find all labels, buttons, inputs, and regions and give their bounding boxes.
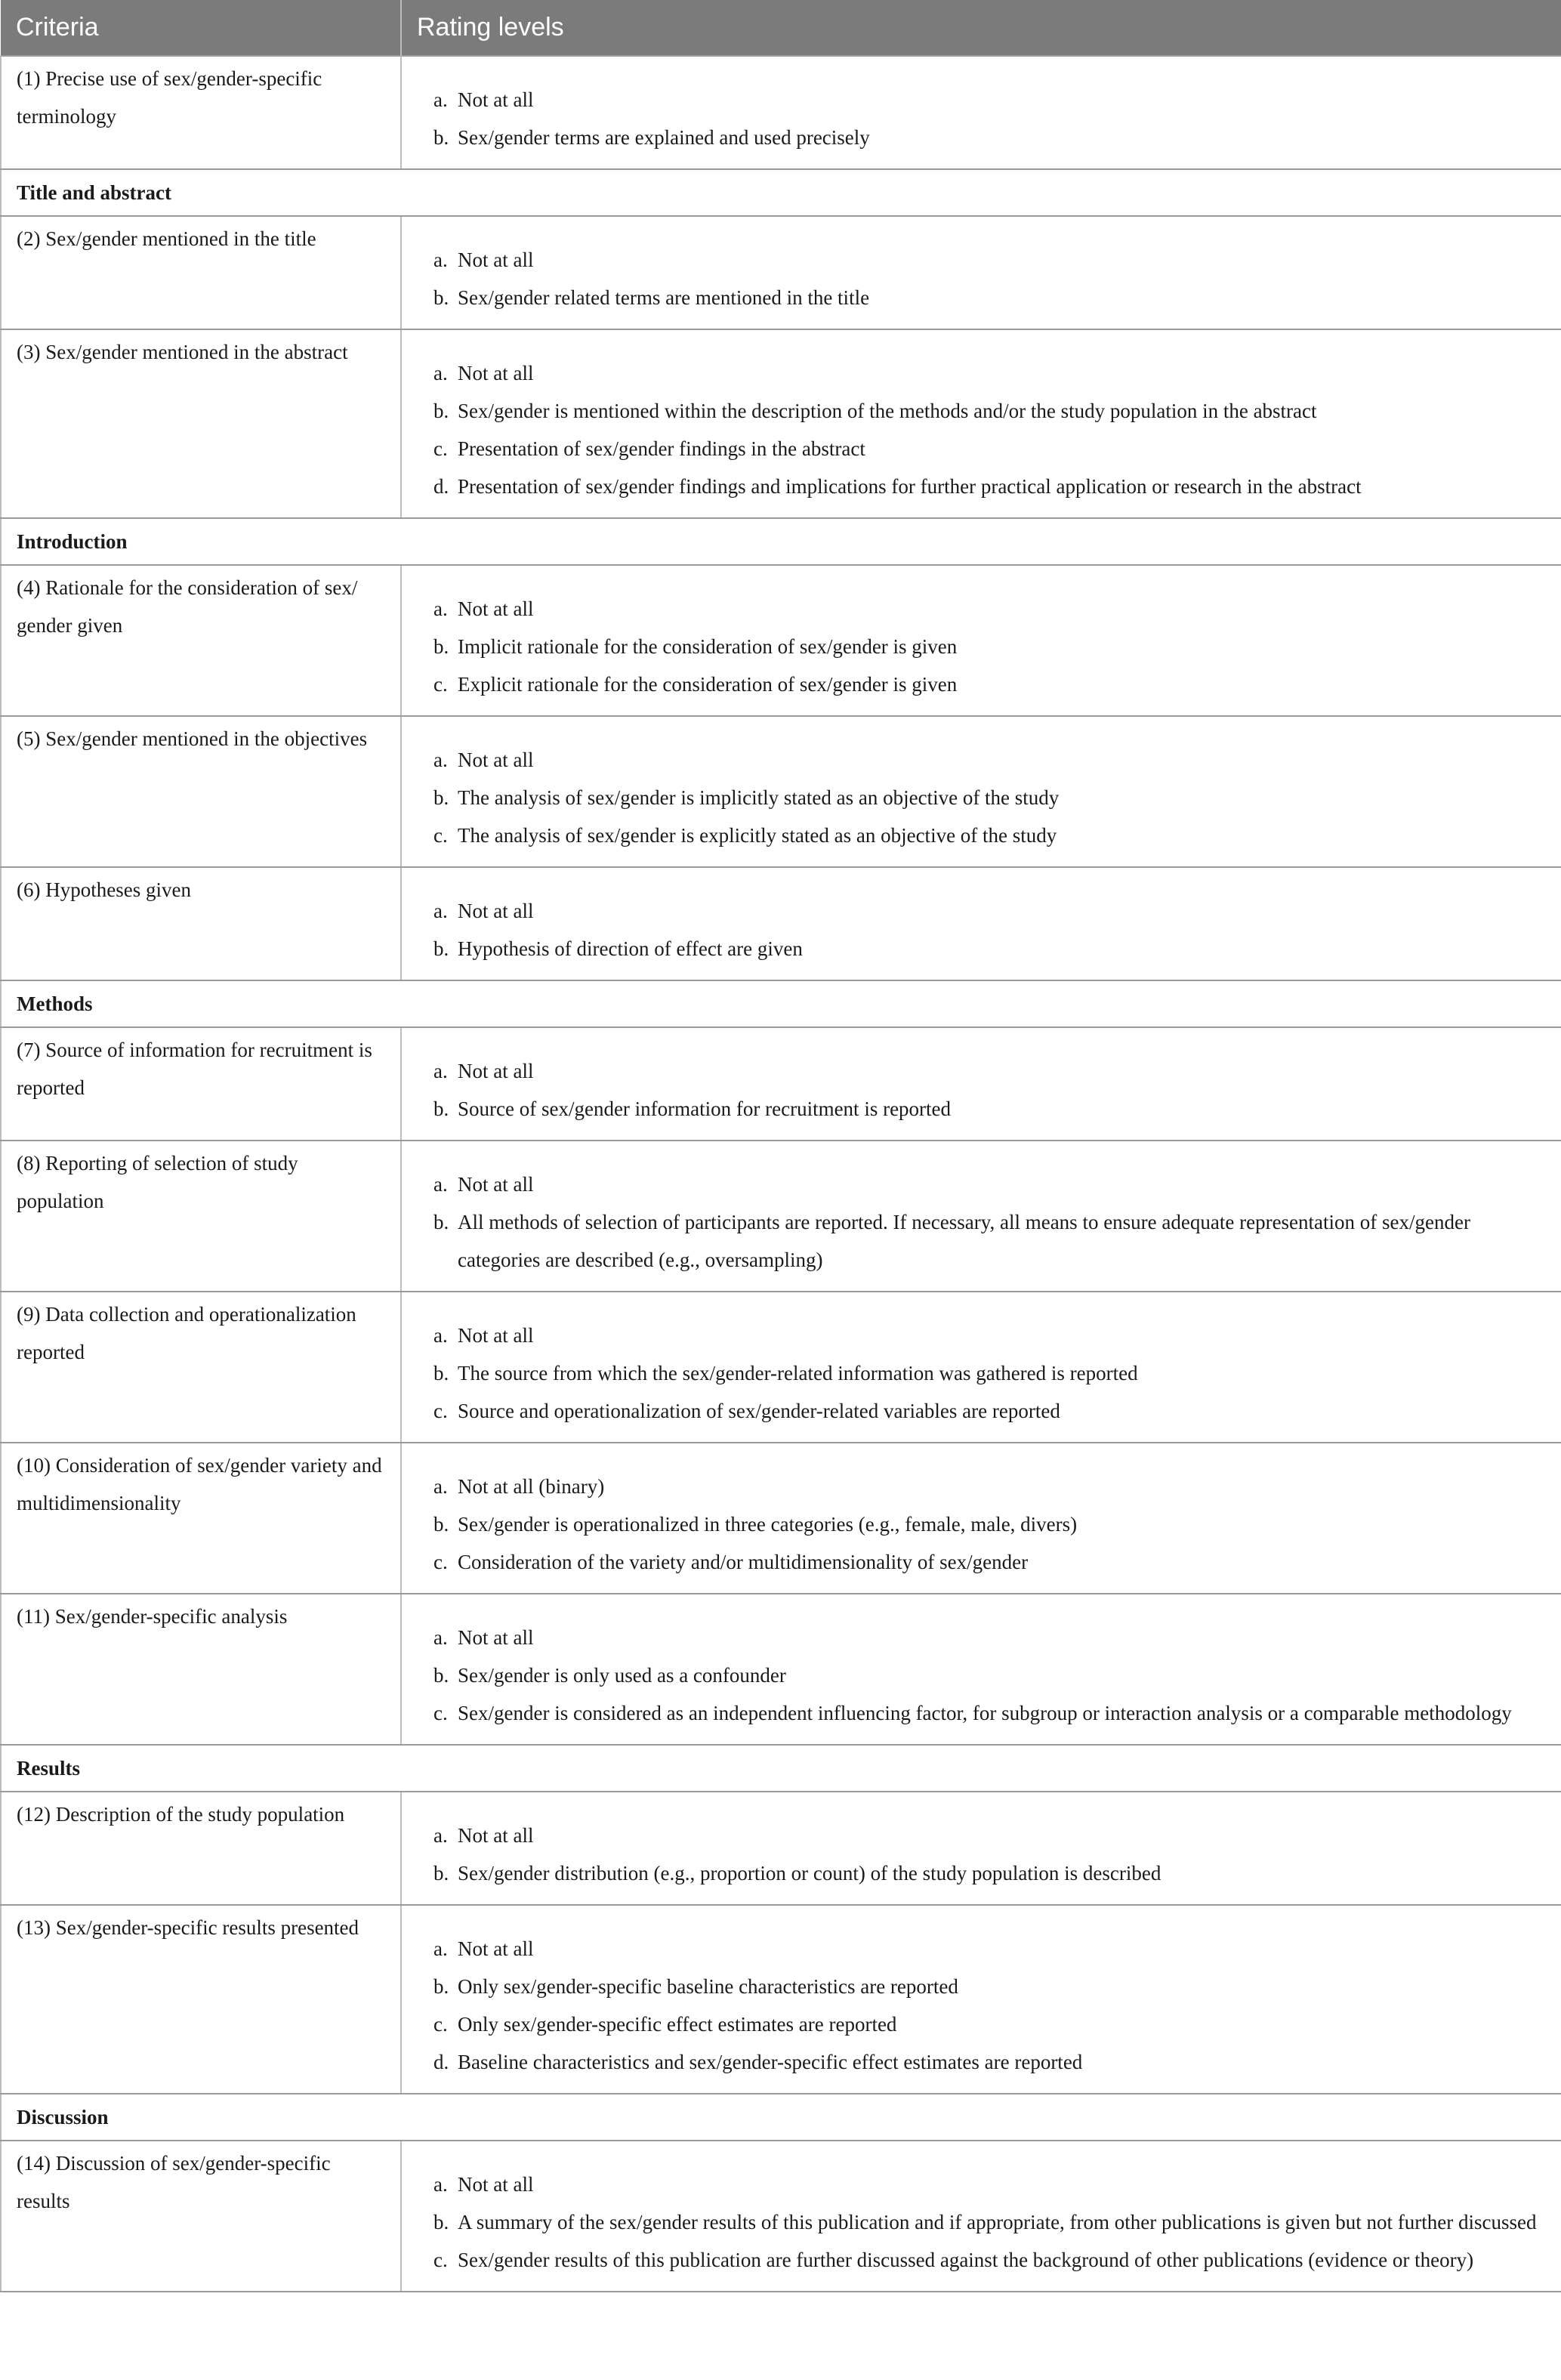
rating-level-letter: a. [433, 1173, 448, 1196]
rating-level-item [433, 392, 1546, 430]
rating-level-text: The source from which the sex/gender-related information was gathered is reported [458, 1362, 1138, 1384]
rating-levels-cell [401, 867, 1561, 980]
table-body [1, 56, 1561, 2292]
criterion-cell: (3) Sex/gender mentioned in the abstract [1, 329, 401, 518]
rating-level-text: Presentation of sex/gender findings and implications for further practical application or research in the abstract [458, 475, 1362, 498]
rating-level-text: Not at all [458, 1060, 534, 1082]
rating-level-letter: a. [433, 362, 448, 384]
rating-level-text: Not at all (binary) [458, 1475, 605, 1498]
section-header-row [1, 980, 1561, 1027]
criterion-cell: (9) Data collection and operationalization reported [1, 1292, 401, 1443]
rating-level-item [433, 1930, 1546, 1968]
criterion-cell: (6) Hypotheses given [1, 867, 401, 980]
rating-level-letter: a. [433, 1475, 448, 1498]
rating-level-letter: c. [433, 1400, 448, 1422]
rating-level-item [433, 430, 1546, 468]
rating-level-item [433, 119, 1546, 156]
rating-level-letter: c. [433, 824, 448, 847]
criterion-row [1, 867, 1561, 980]
rating-levels-cell [401, 1141, 1561, 1292]
rating-level-item [433, 2165, 1546, 2203]
rating-levels-cell [401, 716, 1561, 867]
rating-level-item [433, 665, 1546, 703]
criterion-cell: (1) Precise use of sex/gender-specific terminology [1, 56, 401, 169]
rating-level-letter: b. [433, 286, 449, 309]
rating-level-item [433, 2005, 1546, 2043]
rating-level-text: Sex/gender is operationalized in three categories (e.g., female, male, divers) [458, 1513, 1078, 1536]
rating-level-text: Sex/gender distribution (e.g., proportion or count) of the study population is described [458, 1862, 1161, 1885]
rating-level-item [433, 1317, 1546, 1354]
rating-level-letter: a. [433, 1060, 448, 1082]
section-header-row [1, 1745, 1561, 1792]
rating-level-item [433, 1619, 1546, 1656]
rating-level-item [433, 1543, 1546, 1581]
rating-level-text: Sex/gender is only used as a confounder [458, 1664, 786, 1687]
section-title: Introduction [1, 518, 1561, 565]
rating-level-text: Baseline characteristics and sex/gender-specific effect estimates are reported [458, 2051, 1083, 2073]
rating-level-item [433, 279, 1546, 316]
rating-level-item [433, 1203, 1546, 1279]
rating-level-letter: b. [433, 126, 449, 149]
criteria-column-header: Criteria [1, 0, 401, 56]
section-title: Discussion [1, 2094, 1561, 2141]
section-title: Methods [1, 980, 1561, 1027]
rating-level-letter: b. [433, 1862, 449, 1885]
section-header-row [1, 2094, 1561, 2141]
criterion-cell: (8) Reporting of selection of study population [1, 1141, 401, 1292]
criterion-cell: (13) Sex/gender-specific results presented [1, 1905, 401, 2094]
rating-level-text: Not at all [458, 1173, 534, 1196]
rating-level-letter: a. [433, 248, 448, 271]
criterion-cell: (5) Sex/gender mentioned in the objectives [1, 716, 401, 867]
criterion-cell: (7) Source of information for recruitment is reported [1, 1027, 401, 1141]
rating-level-item [433, 628, 1546, 665]
rating-level-text: Presentation of sex/gender findings in the abstract [458, 437, 865, 460]
rating-level-item [433, 1468, 1546, 1505]
rating-level-letter: c. [433, 1702, 448, 1724]
rating-levels-cell [401, 1792, 1561, 1905]
rating-level-letter: b. [433, 1362, 449, 1384]
rating-level-item [433, 2203, 1546, 2241]
rating-level-letter: b. [433, 786, 449, 809]
rating-level-item [433, 241, 1546, 279]
criterion-row [1, 1141, 1561, 1292]
rating-level-text: A summary of the sex/gender results of this publication and if appropriate, from other publications is given but not further discussed [458, 2211, 1537, 2233]
rating-level-letter: b. [433, 1664, 449, 1687]
rating-level-item [433, 1165, 1546, 1203]
rating-level-text: The analysis of sex/gender is implicitly stated as an objective of the study [458, 786, 1060, 809]
rating-level-text: Not at all [458, 248, 534, 271]
criterion-cell: (10) Consideration of sex/gender variety and multidimensionality [1, 1443, 401, 1594]
rating-level-text: Explicit rationale for the consideration of sex/gender is given [458, 673, 958, 696]
criterion-row [1, 1792, 1561, 1905]
criterion-row [1, 716, 1561, 867]
rating-level-item [433, 81, 1546, 119]
rating-level-text: Not at all [458, 1824, 534, 1847]
rating-levels-cell [401, 1292, 1561, 1443]
rating-level-item [433, 1354, 1546, 1392]
rating-level-letter: c. [433, 673, 448, 696]
rating-level-letter: b. [433, 2211, 449, 2233]
rating-level-letter: a. [433, 900, 448, 922]
rating-level-text: The analysis of sex/gender is explicitly stated as an objective of the study [458, 824, 1057, 847]
criterion-cell: (14) Discussion of sex/gender-specific results [1, 2141, 401, 2292]
criterion-cell: (12) Description of the study population [1, 1792, 401, 1905]
criterion-row [1, 2141, 1561, 2292]
rating-level-item [433, 354, 1546, 392]
criterion-row [1, 565, 1561, 716]
rating-level-letter: a. [433, 1626, 448, 1649]
rating-level-text: All methods of selection of participants are reported. If necessary, all means to ensure adequate representation of sex/gender categories are described (e.g., oversampling) [458, 1211, 1470, 1271]
rating-level-text: Only sex/gender-specific effect estimates are reported [458, 2013, 897, 2036]
rating-level-letter: a. [433, 2173, 448, 2196]
rating-level-text: Not at all [458, 749, 534, 771]
rating-level-letter: d. [433, 2051, 449, 2073]
rating-levels-cell [401, 216, 1561, 329]
rating-levels-cell [401, 1443, 1561, 1594]
rating-level-letter: b. [433, 1975, 449, 1998]
criterion-row [1, 1594, 1561, 1745]
rating-level-text: Hypothesis of direction of effect are given [458, 937, 803, 960]
rating-level-letter: a. [433, 749, 448, 771]
rating-level-letter: b. [433, 635, 449, 658]
rating-level-text: Not at all [458, 2173, 534, 2196]
rating-levels-cell [401, 329, 1561, 518]
rating-level-item [433, 892, 1546, 930]
rating-levels-column-header: Rating levels [401, 0, 1561, 56]
rating-level-text: Not at all [458, 1626, 534, 1649]
rating-level-text: Not at all [458, 900, 534, 922]
table-header-row [1, 0, 1561, 56]
criterion-row [1, 1027, 1561, 1141]
rating-level-item [433, 1505, 1546, 1543]
rating-levels-cell [401, 565, 1561, 716]
rating-level-letter: a. [433, 88, 448, 111]
rating-level-letter: a. [433, 1824, 448, 1847]
rating-level-letter: c. [433, 2249, 448, 2271]
rating-level-letter: a. [433, 1937, 448, 1960]
rating-levels-cell [401, 56, 1561, 169]
rating-level-letter: b. [433, 937, 449, 960]
rating-level-item [433, 2043, 1546, 2081]
rating-level-letter: d. [433, 475, 449, 498]
criterion-row [1, 1443, 1561, 1594]
rating-level-item [433, 1656, 1546, 1694]
rating-level-item [433, 1968, 1546, 2005]
rating-level-text: Not at all [458, 1937, 534, 1960]
rating-level-item [433, 930, 1546, 968]
rating-level-text: Not at all [458, 597, 534, 620]
rating-level-item [433, 1694, 1546, 1732]
rating-level-letter: a. [433, 1324, 448, 1347]
rating-level-item [433, 741, 1546, 779]
rating-level-letter: a. [433, 597, 448, 620]
section-header-row [1, 169, 1561, 216]
rating-level-text: Not at all [458, 1324, 534, 1347]
rating-level-item [433, 1052, 1546, 1090]
rating-level-text: Consideration of the variety and/or multidimensionality of sex/gender [458, 1551, 1029, 1573]
rating-levels-cell [401, 1027, 1561, 1141]
section-header-row [1, 518, 1561, 565]
criterion-cell: (11) Sex/gender-specific analysis [1, 1594, 401, 1745]
rating-level-letter: b. [433, 1513, 449, 1536]
criterion-row [1, 56, 1561, 169]
rating-level-text: Sex/gender results of this publication are further discussed against the background of other publications (evidence or theory) [458, 2249, 1474, 2271]
rating-levels-cell [401, 2141, 1561, 2292]
rating-level-item [433, 1854, 1546, 1892]
rating-level-text: Sex/gender terms are explained and used precisely [458, 126, 870, 149]
rating-level-item [433, 468, 1546, 505]
rating-level-item [433, 1817, 1546, 1854]
rating-level-item [433, 590, 1546, 628]
rating-level-letter: c. [433, 437, 448, 460]
criterion-cell: (2) Sex/gender mentioned in the title [1, 216, 401, 329]
rating-level-letter: c. [433, 1551, 448, 1573]
rating-level-text: Sex/gender related terms are mentioned in the title [458, 286, 870, 309]
section-title: Results [1, 1745, 1561, 1792]
rating-level-letter: c. [433, 2013, 448, 2036]
rating-level-text: Implicit rationale for the consideration of sex/gender is given [458, 635, 958, 658]
rating-level-letter: b. [433, 1211, 449, 1233]
rating-levels-cell [401, 1905, 1561, 2094]
rating-level-item [433, 1392, 1546, 1430]
criterion-row [1, 216, 1561, 329]
criterion-row [1, 329, 1561, 518]
rating-level-text: Not at all [458, 88, 534, 111]
rating-level-letter: b. [433, 1097, 449, 1120]
rating-level-text: Sex/gender is mentioned within the description of the methods and/or the study population in the abstract [458, 400, 1317, 422]
rating-level-text: Source of sex/gender information for recruitment is reported [458, 1097, 952, 1120]
section-title: Title and abstract [1, 169, 1561, 216]
rating-level-item [433, 1090, 1546, 1128]
rating-level-text: Not at all [458, 362, 534, 384]
rating-level-item [433, 779, 1546, 816]
rating-level-text: Source and operationalization of sex/gender-related variables are reported [458, 1400, 1060, 1422]
rating-level-letter: b. [433, 400, 449, 422]
rating-level-text: Only sex/gender-specific baseline characteristics are reported [458, 1975, 958, 1998]
rating-level-item [433, 816, 1546, 854]
rating-level-text: Sex/gender is considered as an independent influencing factor, for subgroup or interaction analysis or a comparable methodology [458, 1702, 1512, 1724]
rating-levels-cell [401, 1594, 1561, 1745]
rating-level-item [433, 2241, 1546, 2279]
criterion-row [1, 1292, 1561, 1443]
criterion-cell: (4) Rationale for the consideration of sex/ gender given [1, 565, 401, 716]
criterion-row [1, 1905, 1561, 2094]
